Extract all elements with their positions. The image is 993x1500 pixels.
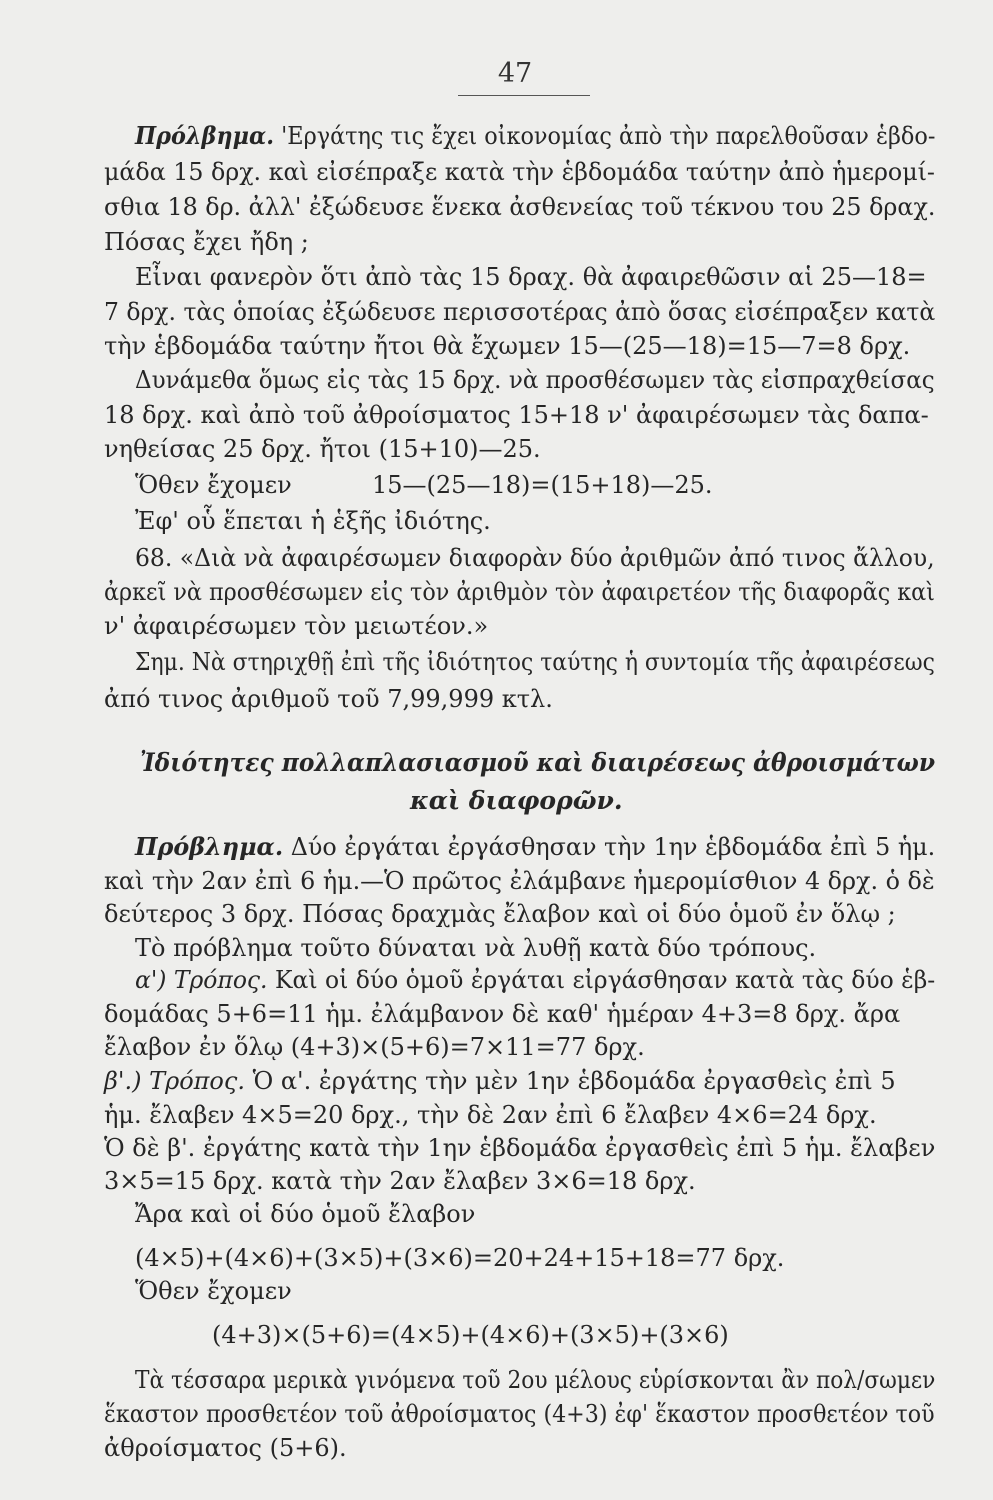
para3-line1: Δυνάμεθα ὅμως εἰς τὰς 15 δρχ. νὰ προσθέσωμεν τὰς εἰσπραχθείσας: [135, 366, 935, 394]
note-line1: Σημ. Νὰ στηριχθῇ ἐπὶ τῆς ἰδιότητος ταύτης ἡ συντομία τῆς ἀφαιρέσεως: [135, 648, 935, 676]
page-number: 47: [497, 58, 533, 89]
method-b-label: β'.) Τρόπος.: [104, 1067, 245, 1095]
problem1-line3: σθια 18 δρ. ἀλλ' ἐξώδευσε ἕνεκα ἀσθενείας τοῦ τέκνου του 25 δραχ.: [104, 193, 936, 221]
rule68-line2: ἀρκεῖ νὰ προσθέσωμεν εἰς τὸν ἀριθμὸν τὸν ἀφαιρετέον τῆς διαφορᾶς καὶ: [104, 578, 935, 606]
problem1-text-1: 'Εργάτης τις ἔχει οἰκονομίας ἀπὸ τὴν παρελθοῦσαν ἑβδο-: [281, 122, 936, 150]
para3-line2: 18 δρχ. καὶ ἀπὸ τοῦ ἀθροίσματος 15+18 ν' ἀφαιρέσωμεν τὰς δαπα-: [104, 401, 929, 429]
method-a-text-1: Καὶ οἱ δύο ὁμοῦ ἐργάται εἰργάσθησαν κατὰ τὰς δύο ἑβ-: [274, 966, 936, 994]
closing-line1: Τὰ τέσσαρα μερικὰ γινόμενα τοῦ 2ου μέλους εὑρίσκονται ἂν πολ/σωμεν: [135, 1366, 936, 1394]
method-a-label: α') Τρόπος.: [135, 966, 268, 994]
problem2-text-1: Δύο ἐργάται ἐργάσθησαν τὴν 1ην ἑβδομάδα ἐπὶ 5 ἡμ.: [290, 833, 936, 861]
section-heading-line1: Ἰδιότητες πολλαπλασιασμοῦ καὶ διαιρέσεως ἀθροισμάτων: [140, 748, 935, 777]
para5: Ἐφ' οὗ ἕπεται ἡ ἑξῆς ἰδιότης.: [135, 507, 491, 535]
problem2-label: Πρόβλημα.: [135, 832, 284, 861]
method-b-line3: Ὁ δὲ β'. ἐργάτης κατὰ τὴν 1ην ἑβδομάδα ἐργασθεὶς ἐπὶ 5 ἡμ. ἔλαβεν: [104, 1134, 936, 1162]
problem2-line1: [135, 832, 935, 862]
para2-line1: Εἶναι φανερὸν ὅτι ἀπὸ τὰς 15 δραχ. θὰ ἀφαιρεθῶσιν αἱ 25—18=: [135, 263, 927, 291]
problem2-line4: Τὸ πρόβλημα τοῦτο δύναται νὰ λυθῇ κατὰ δύο τρόπους.: [135, 934, 817, 962]
para4-lead: Ὅθεν ἔχομεν: [135, 471, 292, 499]
problem1-line2: μάδα 15 δρχ. καὶ εἰσέπραξε κατὰ τὴν ἑβδομάδα ταύτην ἀπὸ ἡμερομί-: [104, 158, 935, 186]
para2-line3: τὴν ἑβδομάδα ταύτην ἤτοι θὰ ἔχωμεν 15—(25—18)=15—7=8 δρχ.: [104, 332, 911, 360]
method-a-line1: [135, 965, 935, 995]
para3-line3: νηθείσας 25 δρχ. ἤτοι (15+10)—25.: [104, 435, 541, 463]
note-line2: ἀπό τινος ἀριθμοῦ τοῦ 7,99,999 κτλ.: [104, 685, 553, 713]
para4-formula: 15—(25—18)=(15+18)—25.: [372, 471, 713, 499]
method-b-line2: ἡμ. ἔλαβεν 4×5=20 δρχ., τὴν δὲ 2αν ἐπὶ 6 ἔλαβεν 4×6=24 δρχ.: [104, 1101, 877, 1129]
problem1-label: Πρόλβημα.: [135, 121, 274, 150]
problem2-line2: καὶ τὴν 2αν ἐπὶ 6 ἡμ.—Ὁ πρῶτος ἐλάμβανε ἡμερομίσθιον 4 δρχ. ὁ δὲ: [104, 867, 935, 895]
problem2-line3: δεύτερος 3 δρχ. Πόσας δραχμὰς ἔλαβον καὶ οἱ δύο ὁμοῦ ἐν ὅλῳ ;: [104, 900, 896, 928]
final-formula: (4+3)×(5+6)=(4×5)+(4×6)+(3×5)+(3×6): [212, 1321, 729, 1349]
method-b-line7: Ὅθεν ἔχομεν: [135, 1277, 292, 1305]
closing-line3: ἀθροίσματος (5+6).: [104, 1434, 347, 1462]
method-a-line3: ἔλαβον ἐν ὅλῳ (4+3)×(5+6)=7×11=77 δρχ.: [104, 1033, 645, 1061]
problem1-line1: [135, 121, 936, 151]
rule68-line1: 68. «Διὰ νὰ ἀφαιρέσωμεν διαφορὰν δύο ἀριθμῶν ἀπό τινος ἄλλου,: [135, 544, 935, 572]
section-heading-line2: καὶ διαφορῶν.: [410, 786, 623, 815]
method-b-line1: [104, 1066, 896, 1096]
method-b-text-1: Ὁ α'. ἐργάτης τὴν μὲν 1ην ἑβδομάδα ἐργασθεὶς ἐπὶ 5: [252, 1067, 896, 1095]
rule68-line3: ν' ἀφαιρέσωμεν τὸν μειωτέον.»: [104, 612, 489, 640]
method-b-line6: (4×5)+(4×6)+(3×5)+(3×6)=20+24+15+18=77 δρχ.: [135, 1244, 785, 1272]
closing-line2: ἕκαστον προσθετέον τοῦ ἀθροίσματος (4+3) ἐφ' ἕκαστον προσθετέον τοῦ: [104, 1400, 935, 1428]
method-a-line2: δομάδας 5+6=11 ἡμ. ἐλάμβανον δὲ καθ' ἡμέραν 4+3=8 δρχ. ἄρα: [104, 1000, 901, 1028]
para2-line2: 7 δρχ. τὰς ὁποίας ἐξώδευσε περισσοτέρας ἀπὸ ὅσας εἰσέπραξεν κατὰ: [104, 298, 936, 326]
problem1-line4: Πόσας ἔχει ἤδη ;: [104, 228, 309, 256]
page-number-rule: [458, 95, 590, 96]
method-b-line4: 3×5=15 δρχ. κατὰ τὴν 2αν ἔλαβεν 3×6=18 δρχ.: [104, 1167, 696, 1195]
method-b-line5: Ἄρα καὶ οἱ δύο ὁμοῦ ἔλαβον: [135, 1200, 476, 1228]
